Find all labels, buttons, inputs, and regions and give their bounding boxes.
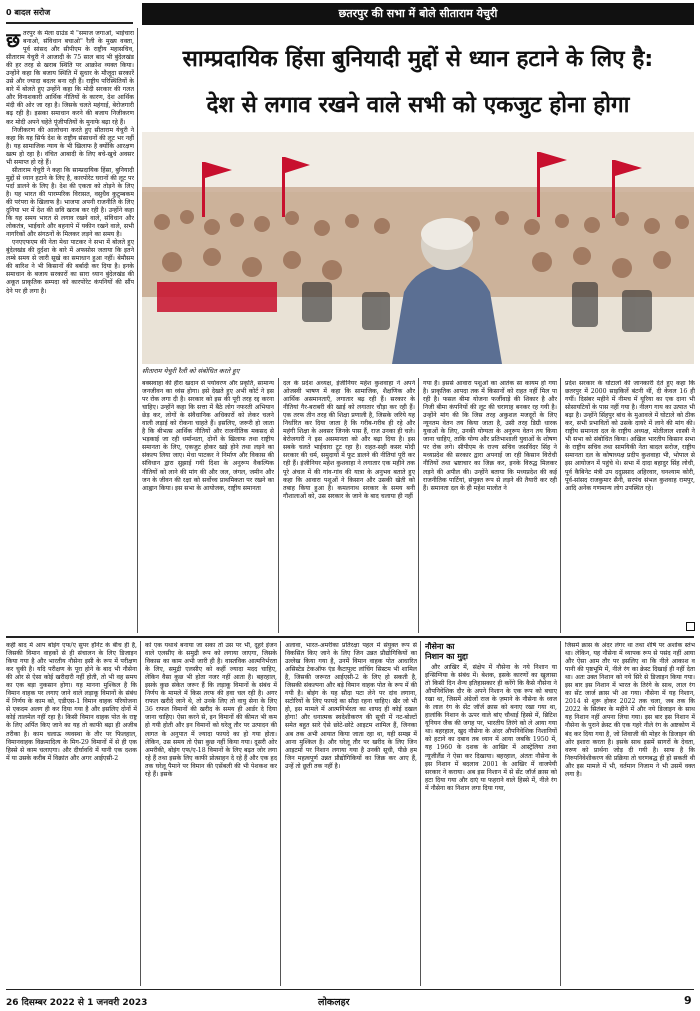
lead-paragraph: एनएएफएम की नेता मेधा पाटकर ने सभा में बोलते हुए बुंदेलखंड की दुर्दशा के बारे में अफसोस जताया कि इतने लम्बे समय से जारी सूखे का समाधान हुआ नहीं। बेमौसम की बारिश ने भी किसानों की बर्बादी कर दिया है। इनके समाधान के बजाय सरकारों का सारा ध्यान बुंदेलखंड की अकूत प्राकृतिक सम्पदा को कारपोरेट कंपनियों की सौंप देने पर ही लगा है। [6,239,134,295]
lead-paragraph: तरपुर के मेला ग्राउंड में "समाज जगाओ, भाईचारा बनाओ, संविधान बचाओ" रैली के मुख्य वक्ता, पूर्व सांसद और सीपीएम के राष्ट्रीय महासचिव, सीताराम येचुरी ने आजादी के 75 साल बाद भी बुंदेलखंड की हर तरह से खराब स्थिति पर आक्रोश व्यक्त किया। उन्होंने कहा कि बजाय स्थिति में सुधार के मौजूदा सरकारें उसे और ज्यादा बदतर बना रही हैं। राष्ट्रीय परिस्थितियों के बारे में बोलते हुए उन्होंने कहा कि मोदी सरकार की गलत और विनाशकारी आर्थिक नीतियों के कारण, देश आर्थिक मंदी की ओर जा रहा है। जिसके चलते महंगाई, बेरोजगारी बढ़ रही है। इसका समाधान करने की बजाय निजीकरण कर मोदी अपने चहेते पूंजीपतियों के मुनाफे बढ़ा रहे हैं। [6,30,134,126]
page-footer [0,992,700,1011]
subheading: नौसेना का [425,642,455,651]
lead-paragraph: प्रदेश सरकार के घोटालों की जानकारी देते हुए कहा कि छतरपुर में 2000 साइकिलें बंटनी थीं, दी केवल 16 ही गयीं। दिसंबर महीने में नीमच में यूरिया का एक दाना भी सोसायटियों के पास नहीं गया है। नीलग गाय का उत्पात भी बढ़ा है। उन्होंने सिंहपुर बांध के मुआवजे में घोटाले को ठीक कर, सभी प्रभावितों को उसके दायरे में लाने की मांग की। राष्ट्रीय समानता दल के राष्ट्रीय अध्यक्ष, मोतीलाल शास्त्री ने भी सभा को संबोधित किया। अखिल भारतीय किसान सभा के राष्ट्रीय सचिव तथा सामयिकी नेता बादल सरोज, राष्ट्रीय समानता दल के कोषाध्यक्ष प्रदीप कुशवाहा भी, भोपाल से इस आयोजन में पहुंचे थे। सभा में दादा बहादुर सिंह लोधी, पूर्व कैबिनेट मंत्री उप ददुप्रसाद अहिरवार, घनश्याम कोरी, पूर्व-सांसद राजकुमार सैनी, सरपंच संभल कुशवाह रामपुर, आदि अनेक गणमान्य लोग उपस्थित रहे। [565,380,695,492]
headline-line-1: साम्प्रदायिक हिंसा बुनियादी मुद्दों से ध्यान हटाने के लिए है: [182,46,654,72]
column-divider [560,641,561,986]
body-paragraph: जिसमें क्रास के अंदर लंगर था तथा शीर्ष पर अशोक स्तंभ था। लेकिन, यह नौसेना में व्यापक रूप से पसंद नहीं आया और ऐसा आम तौर पर इसलिए था कि नीले आकाश व पानी की पृष्ठभूमि में, नीले रंग का क्रेस्ट दिखाई ही नहीं देता था। अतः उक्त निशान को नये सिरे से डिजाइन किया गया। इस बार इस निशान में भारत के तिरंगे के साथ, लाल रंग का सेंट जार्ज क्रास भी आ गया। नौसेना में यह निशान, 2014 से शुरू होकर 2022 तक चला, जब तक कि 2022 के सितंबर के महीने में और नये डिजाइन के साथ यह निशान नहीं अपना लिया गया। इस बार इस निशान में नौसेना के पुराने क्रेस्ट की एक गहरे नीले रंग के अष्टकोण में बंद कर दिया गया है, जो शिवाजी की मोहर के डिजाइन की ओर इशारा करता है। इसके साथ इसमें सागरों के देवता, वरुण को प्रार्थना जोड़ दी गयी है। साफ है कि निरुपनिवेशीकरण की प्रक्रिया तो चरणबद्ध ही हो सकती थी और इस मामले में भी, वर्तमान निजाम ने भी उसमें वक्त लगा है। [565,642,695,778]
column-title-rule [6,22,133,24]
second-story-column-1 [6,642,137,986]
lead-paragraph: निजीकरण की आलोचना करते हुए सीताराम येचुरी ने कहा कि यह सिर्फ देश के राष्ट्रीय संसाधनों की लूट भर नहीं है। यह सामाजिक न्याय के भी खिलाफ है क्योंकि आरक्षण खत्म हो रहा है। वंचित आबादी के लिए बचे-खुचे अवसर भी समाप्त हो रहे हैं। [6,126,134,166]
lead-story-column-5 [565,380,695,630]
end-mark [686,622,695,631]
column-title: 0 बादल सरोज [6,8,51,17]
lead-paragraph: बक्सवाहा की हीरा खदान से पर्यावरण और प्रकृति, सामान्य जनजीवन का ध्वंस होगा। इसे देखते हुए अभी कोर्ट ने इस पर रोक लगा दी है। सरकार को इस की पूरी तरह रद्द करना चाहिए। उन्होंने कहा कि सत्ता में बैठे लोग नफरती अभियान छेड़ कर, लोगों के संवैधानिक अधिकारों को लेकर चलने वाली लड़ाई को रोकना चाहते हैं। इसलिए, जरूरी हो जाता है कि बीभत्स आर्थिक नीतियों और राजनीतिक मकसद से भड़काई जा रही धर्मान्धता, दोनों के खिलाफ तथा राष्ट्रीय समानता के लिए, एकजुट होकर खड़े होने तथा लड़ने का संकल्प लिया जाए। मेधा पाटकर ने निर्माण और विकास की संविधान द्वारा सुझाई गयी दिशा के अनुरूप वैकल्पिक नीतियों को लाने की मांग की और जल, जंगल, जमीन और जन के जीवन की रक्षा को सर्वोच्च प्राथमिकता पर रखने का आह्वान किया। इस सभा के आयोजक, राष्ट्रीय समानता [142,380,274,492]
body-paragraph: कहीं बाद में आप बोइंग एफ/ए सुपर हॉर्नेट के बीच ही है, जिसकी विमान वाहकों से ही संचालन के लिए डिजाइन किया गया है और भारतीय नौसेना इसी के रूप में परीक्षण कर चुकी है। यदि परीक्षण के पूरा होने के बाद भी नौसेना की ओर से ऐसा कोई खरीदारी नहीं होती, तो भी वह समय का एक बड़ा नुकसान होगा। यह मानना मुश्किल है कि विमान वाहक पर लगाए जाने वाले लड़ाकू विमानों के संबंध में निर्णय के काम को, एडीएस-1 विमान वाहक परियोजना से एकदम अलग ही कर दिया गया है और इसलिए दोनों में कोई तालमेल नहीं रहा है। किसी विमान वाहक पोत के राष्ट्र के लिए अर्पित किए जाने का यह तो काफी बढ़ा ही अजीब तरीका है। काम चलाऊ व्यवस्था के तौर पर फिलहाल, विमानवाहक विक्रमादित्य के मिग-29 विमानों में से ही एक हिस्से से काम चलाएगा। और दीर्घावधि में यानी एक दशक में या उसके करीब में विक्रांत और अगर आईएसी-2 [6,642,137,762]
lead-paragraph: गया है। इससे आवारा पशुओं का आतंक सा कायम हो गया है। प्राकृतिक आपदा तक में किसानों को राहत नहीं मिल पा रही है। फसल बीमा योजना फर्जीवाड़े की शिकार है और निजी बीमा कंपनियों की लूट की चरागाह बनकर रह गयी है। उन्होंने मांग की कि जिस तरह अकुशल मजदूरों के लिए न्यूनतम वेतन तय किया जाता है, उसी तरह डिग्री धारक युवाओं के लिए, उनकी योग्यता के अनुरूप वेतन तय किया जाना चाहिए, ताकि योग्य और प्रतिभाशाली युवाओं के शोषण पर रोक लगे। सीपीएम के राज्य सचिव जसविंदर सिंह ने मध्यप्रदेश की सरकार द्वारा अपनाई जा रही किसान विरोधी नीतियों तथा भ्रष्टाचार का जिक्र कर, इनके विरुद्ध मिलकर लड़ने की अपील की। उन्होंने बताया कि मध्यप्रदेश की कई राजनीतिक पार्टियां, संयुक्त रूप से लड़ने की तैयारी कर रही हैं। समानता दल के ही महेश मालोत ने [423,380,557,492]
second-story-column-2 [145,642,277,986]
column-divider [280,641,281,986]
column-divider [418,378,419,633]
column-divider [560,378,561,633]
photo-caption: सीताराम येचुरी रैली को संबोधित करते हुए [142,365,694,377]
body-paragraph: और आखिर में, संक्षेप में नौसेना के नये निशान या इन्सिग्निया के संबंध में। बेशक, इसके कारणों का खुलासा तो किसी दिन शैन्य इतिहासकार ही करेंगे कि कैसे नौसेना ने औपनिवेशिक दौर के अपने निशान के एक रूप को बचाए रखा था, जिसमें अंग्रेजों राज के ज़माने के नौसेना के ध्वज के लाल रंग के सेंट जॉर्ज क्रास को बनाए रखा गया था, हालांकि निशान के ऊपर वाले बांए चौथाई हिस्से में, ब्रिटिश यूनियन जैक की जगह पर, भारतीय तिरंगे को ले आया गया था। बहरहाल, खुद नौसेना के अंदर औपनिवेशिक निशानियों को हटाने का दबाव तब ध्यान में आया जबकि 1950 में, यह 1960 के दशक के आखिर में आस्ट्रेलिया तथा न्यूजीलैंड ने ऐसा कर दिखाया। बहरहाल, अंततः नौसेना के इस निशान में बदलाव 2001 के आखिर में वाजपेयी सरकार ने कराया। अब इस निशान में से सेंट जॉर्ज क्रास को हटा दिया गया और दाएं या फहराने वाले हिस्से में, नीले रंग में नौसेना का निशान लगा दिया गया, [425,664,557,792]
lead-paragraph: सीताराम येचुरी ने कहा कि साम्प्रदायिक हिंसा, बुनियादी मुद्दों से ध्यान हटाने के लिए है, कारपोरेट घरानों की लूट पर पर्दा डालने के लिए है। देश की एकता को तोड़ने के लिए है। यह भारत की पारम्परिक विरासत, वसुधैव कुटुम्बकम की परंपरा के खिलाफ है। भाजपा अपनी राजनीति के लिए दुनिया भर में देश की छवि खराब कर रही है। उन्होंने कहा कि यह समय भारत से लगाव रखने वाले, संविधान और लोकतंत्र, भाईचारे और बहनापे में यकीन रखने वाले, सभी नागरिकों और संगठनों के मिलकर लड़ने का समय है। [6,166,134,239]
rally-photo-illustration [142,132,694,364]
column-divider [420,641,421,986]
footer-rule [6,989,694,990]
body-paragraph: अलावा, भारत-अमरीका प्रतिरक्षा पहल में संयुक्त रूप से विकसित किए जाने के लिए जिन उन्नत प्रौद्योगिकियों का उल्लेख किया गया है, उनमें विमान वाहक पोत आधारित असिस्टेड टेकऑफ एंड कैटापुल्ट लांचिंग सिस्टम भी शामिल है, जिसकी जरूरत आईएसी-2 के लिए हो सकती है, जिसकी संकल्पना और बड़े विमान वाहक पोत के रूप में की गयी है। बोइंग के यह सौदा पटा लेने पर दांव लगाना, सटोरियों के लिए फायदे का सौदा रहना चाहिए। खैर जो भी हो, इस मामले में आत्मनिर्भरता का शायद ही कोई दखल होगा! और धनात्मक स्वदेशीकरण की सूची में नट-बोल्टों समेत बहुत सारे ऐसे छोटे-छोटे आइटम शामिल हैं, जिनका अब तक अभी आयात किया जाता रहा था, यही समझ में आना मुश्किल है। और घरेलू तौर पर खरीद के लिए जिन आइटमों पर निशान लगाया गया है उनकी सूची, पीछे हम जिन महत्वपूर्ण उन्नत प्रौद्योगिकियों का जिक्र कर आए हैं, उन्हें तो छूती तक नहीं है। [285,642,417,770]
lead-story-column-1 [6,30,134,630]
publication-name: लोकलहर [318,997,350,1008]
second-story-column-3 [285,642,417,986]
subheading: निशान का मुद्दा [425,652,468,661]
lead-story-column-3 [283,380,415,630]
headline-line-2: देश से लगाव रखने वाले सभी को एकजुट होना होगा [206,92,630,118]
body-paragraph: को एक यथार्थ बनाया जा सका तो उस पर भी, दूहरे इंजन वाले एलसीए के समुद्री रूप को लगाया जाएगा, जिसके विकास का काम अभी जारी ही है। वास्तविक आत्मनिर्भरता के लिए, समुद्री एलसीए को कहीं ज्यादा मदद चाहिए, लेकिन वैसा कुछ भी होता नजर नहीं आता है। बहरहाल, इसके कुछ संकेत जरूर हैं कि लड़ाकू विमानों के संबंध में निर्णय के मामले में किस तरफ की हवा चल रही है। अगर राफल खरीदे जाने थे, तो उनके लिए तो वायु सेना के लिए 36 राफल विमानों की खरीद के समय ही आर्डर दे दिया जाना चाहिए। ऐसा करने से, इन विमानों की कीमत भी कम हो गयी होती और इन विमानों को घरेलू तौर पर उत्पादन की लागत के अनुपात में ज्यादा फायदे का हो गया होता। लेकिन, उस समय तो ऐसा कुछ नहीं किया गया। दूसरी ओर अमरीकी, बोइंग एफ/ए-18 विमानों के लिए बढ़त जोर लगा रहे हैं तथा इसके लिए काफी प्रोत्साहन दे रहे हैं और एक हद तक घरेलू पैमाने पर विमान की एसेंबली की भी पेशकश कर रहे हैं। इसके [145,642,277,778]
page-number: 9 [684,994,692,1007]
story-divider [6,636,694,638]
column-divider [137,28,138,633]
rally-photo [142,132,694,364]
second-story-column-4 [425,642,557,986]
lead-story-column-2 [142,380,274,630]
column-divider [140,641,141,986]
strap-heading: छतरपुर की सभा में बोले सीताराम येचुरी [142,3,694,25]
dropcap: छ [6,30,21,52]
lead-story-column-4 [423,380,557,630]
footer-date: 26 दिसम्बर 2022 से 1 जनवरी 2023 [6,998,148,1008]
column-divider [278,378,279,633]
lead-paragraph: दल के प्रदेश अध्यक्ष, इंजीनियर महेश कुशवाहा ने अपने ओजस्वी भाषण में कहा कि सामाजिक, शैक्षणिक और आर्थिक असमानताएँ, लगातार बढ़ रही हैं। सरकार के नीतियां गैर-बराबरी की खाई को लगातार चौड़ा कर रही हैं। एक तरफ तीन तरह की शिक्षा प्रणाली है, जिसके जरिये यह निर्धारित कर दिया जाता है कि गरीब-गरीब ही रहे और महंगी शिक्षा के अवसर जिनके पास हैं, राज उनका ही चले। बेरोजगारी ने इस असमानता को और बढ़ा दिया है। इस सबके चलते भाईचारा टूट रहा है। राहत-सही कसर मोदी सरकार की धर्म, समुदायों में फूट डालने की नीतियां पूरी कर रही हैं। इंजीनियर महेश कुशवाहा ने लगातार एक महीने तक पूरे अंचल में की गांव-गांव की यात्रा के अनुभव बताते हुए कहा कि आवारा पशुओं ने किसान और उसकी खेती को तबाह किया हुआ है। कमलनाथ सरकार के समय बनी गौशालाओं को, उस सरकार के जाने के बाद चलाया ही नहीं [283,380,415,500]
second-story-column-5 [565,642,695,986]
